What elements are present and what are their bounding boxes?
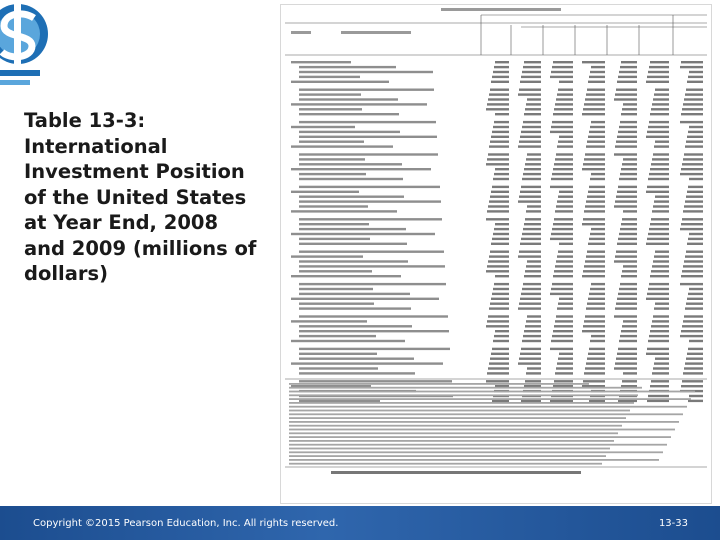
pearson-logo [0,0,58,100]
table-image [280,4,712,504]
slide-title: Table 13-3: International Investment Position of the United States at Year End, 2008 and 2009 (millions of dollars) [24,109,257,285]
table-scan [281,5,711,503]
footer-bar [0,506,720,540]
dollar-sign-icon [0,0,58,100]
copyright-text: Copyright ©2015 Pearson Education, Inc. All rights reserved. [33,518,339,529]
page-number: 13-33 [658,518,688,529]
